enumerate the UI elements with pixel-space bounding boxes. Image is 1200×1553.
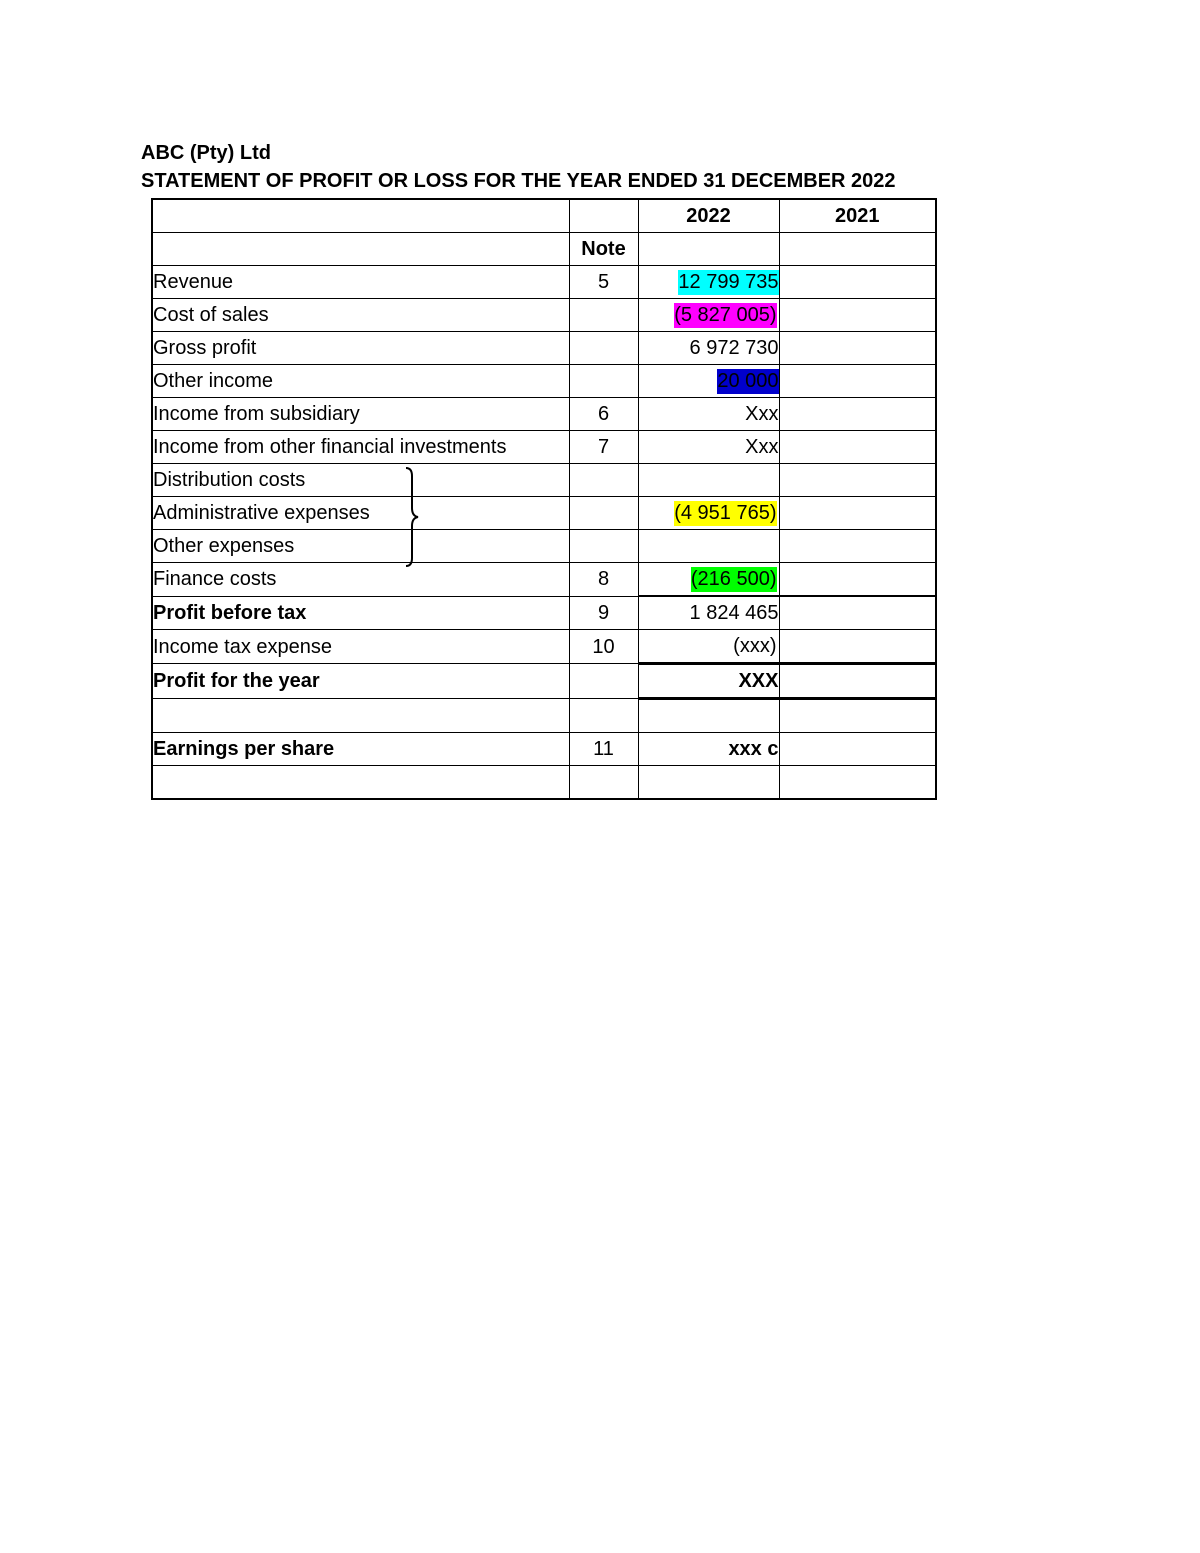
row-blank bbox=[152, 699, 936, 733]
header-blank-note-cell bbox=[569, 199, 638, 233]
row-amount-2022 bbox=[638, 365, 779, 398]
header-row-years bbox=[152, 199, 936, 233]
row-income-tax-expense bbox=[152, 630, 936, 664]
row-amount-2022 bbox=[638, 596, 779, 630]
row-amount-2021 bbox=[779, 299, 936, 332]
row-label: Revenue bbox=[152, 266, 569, 299]
amount-value: xxx c bbox=[728, 738, 779, 760]
curly-brace-icon bbox=[398, 466, 428, 568]
statement-title: STATEMENT OF PROFIT OR LOSS FOR THE YEAR ENDED 31 DECEMBER 2022 bbox=[141, 170, 896, 192]
row-label: Income tax expense bbox=[152, 630, 569, 664]
amount-value: (xxx) bbox=[733, 635, 777, 657]
amount-value: (216 500) bbox=[690, 568, 777, 590]
row-amount-2022 bbox=[638, 664, 779, 699]
header-blank-cell bbox=[779, 233, 936, 266]
row-amount-2022 bbox=[638, 464, 779, 497]
header-blank-cell bbox=[152, 199, 569, 233]
row-label: Other income bbox=[152, 365, 569, 398]
amount-value: Xxx bbox=[745, 436, 779, 458]
amount-value: 12 799 735 bbox=[678, 271, 779, 293]
row-amount-2022 bbox=[638, 530, 779, 563]
row-income-from-subsidiary bbox=[152, 398, 936, 431]
row-note bbox=[569, 497, 638, 530]
row-amount-2022 bbox=[638, 733, 779, 766]
header-blank-cell bbox=[152, 233, 569, 266]
amount-value: (4 951 765) bbox=[674, 502, 777, 524]
row-note bbox=[569, 699, 638, 733]
row-amount-2022 bbox=[638, 699, 779, 733]
row-amount-2021 bbox=[779, 365, 936, 398]
row-amount-2021 bbox=[779, 664, 936, 699]
row-amount-2022 bbox=[638, 266, 779, 299]
row-label: Profit for the year bbox=[152, 664, 569, 699]
amount-value: (5 827 005) bbox=[674, 304, 777, 326]
row-amount-2021 bbox=[779, 596, 936, 630]
row-label: Finance costs bbox=[152, 563, 569, 597]
row-note: 6 bbox=[569, 398, 638, 431]
row-profit-for-the-year bbox=[152, 664, 936, 699]
row-amount-2022 bbox=[638, 497, 779, 530]
row-note: 7 bbox=[569, 431, 638, 464]
row-note: 8 bbox=[569, 563, 638, 597]
row-amount-2022 bbox=[638, 766, 779, 800]
row-other-income bbox=[152, 365, 936, 398]
row-earnings-per-share bbox=[152, 733, 936, 766]
row-label bbox=[152, 766, 569, 800]
row-gross-profit bbox=[152, 332, 936, 365]
row-label: Earnings per share bbox=[152, 733, 569, 766]
row-amount-2022 bbox=[638, 431, 779, 464]
row-label: Income from subsidiary bbox=[152, 398, 569, 431]
row-income-from-other-investments bbox=[152, 431, 936, 464]
row-note bbox=[569, 365, 638, 398]
row-note bbox=[569, 766, 638, 800]
row-label: Other expenses bbox=[152, 530, 569, 563]
row-profit-before-tax bbox=[152, 596, 936, 630]
row-amount-2021 bbox=[779, 398, 936, 431]
row-revenue bbox=[152, 266, 936, 299]
row-other-expenses bbox=[152, 530, 936, 563]
row-amount-2021 bbox=[779, 332, 936, 365]
row-note bbox=[569, 332, 638, 365]
row-amount-2022 bbox=[638, 332, 779, 365]
row-finance-costs bbox=[152, 563, 936, 597]
amount-value: 6 972 730 bbox=[689, 337, 779, 359]
row-label: Distribution costs bbox=[152, 464, 569, 497]
row-amount-2021 bbox=[779, 530, 936, 563]
header-blank-cell bbox=[638, 233, 779, 266]
row-note bbox=[569, 299, 638, 332]
row-amount-2021 bbox=[779, 766, 936, 800]
row-label: Income from other financial investments bbox=[152, 431, 569, 464]
header-row-note bbox=[152, 233, 936, 266]
row-amount-2022 bbox=[638, 398, 779, 431]
amount-value: Xxx bbox=[745, 403, 779, 425]
row-label: Administrative expenses bbox=[152, 497, 569, 530]
row-amount-2021 bbox=[779, 699, 936, 733]
year-prior-header: 2021 bbox=[779, 199, 936, 233]
row-cost-of-sales bbox=[152, 299, 936, 332]
company-name: ABC (Pty) Ltd bbox=[141, 142, 271, 164]
row-administrative-expenses bbox=[152, 497, 936, 530]
row-amount-2021 bbox=[779, 464, 936, 497]
row-note: 9 bbox=[569, 596, 638, 630]
row-note bbox=[569, 464, 638, 497]
row-note bbox=[569, 530, 638, 563]
row-amount-2021 bbox=[779, 630, 936, 664]
amount-value: 20 000 bbox=[717, 370, 779, 392]
row-label: Cost of sales bbox=[152, 299, 569, 332]
amount-value: XXX bbox=[738, 670, 779, 692]
row-amount-2022 bbox=[638, 630, 779, 664]
year-current-header: 2022 bbox=[638, 199, 779, 233]
row-amount-2021 bbox=[779, 563, 936, 597]
row-distribution-costs bbox=[152, 464, 936, 497]
profit-or-loss-table bbox=[151, 198, 937, 800]
row-amount-2021 bbox=[779, 497, 936, 530]
row-label: Gross profit bbox=[152, 332, 569, 365]
row-amount-2022 bbox=[638, 299, 779, 332]
row-blank bbox=[152, 766, 936, 800]
row-note: 10 bbox=[569, 630, 638, 664]
row-amount-2021 bbox=[779, 733, 936, 766]
row-note: 5 bbox=[569, 266, 638, 299]
row-amount-2021 bbox=[779, 431, 936, 464]
row-note: 11 bbox=[569, 733, 638, 766]
note-header: Note bbox=[569, 233, 638, 266]
row-amount-2021 bbox=[779, 266, 936, 299]
amount-value: 1 824 465 bbox=[689, 602, 779, 624]
row-label bbox=[152, 699, 569, 733]
row-note bbox=[569, 664, 638, 699]
row-label: Profit before tax bbox=[152, 596, 569, 630]
row-amount-2022 bbox=[638, 563, 779, 597]
